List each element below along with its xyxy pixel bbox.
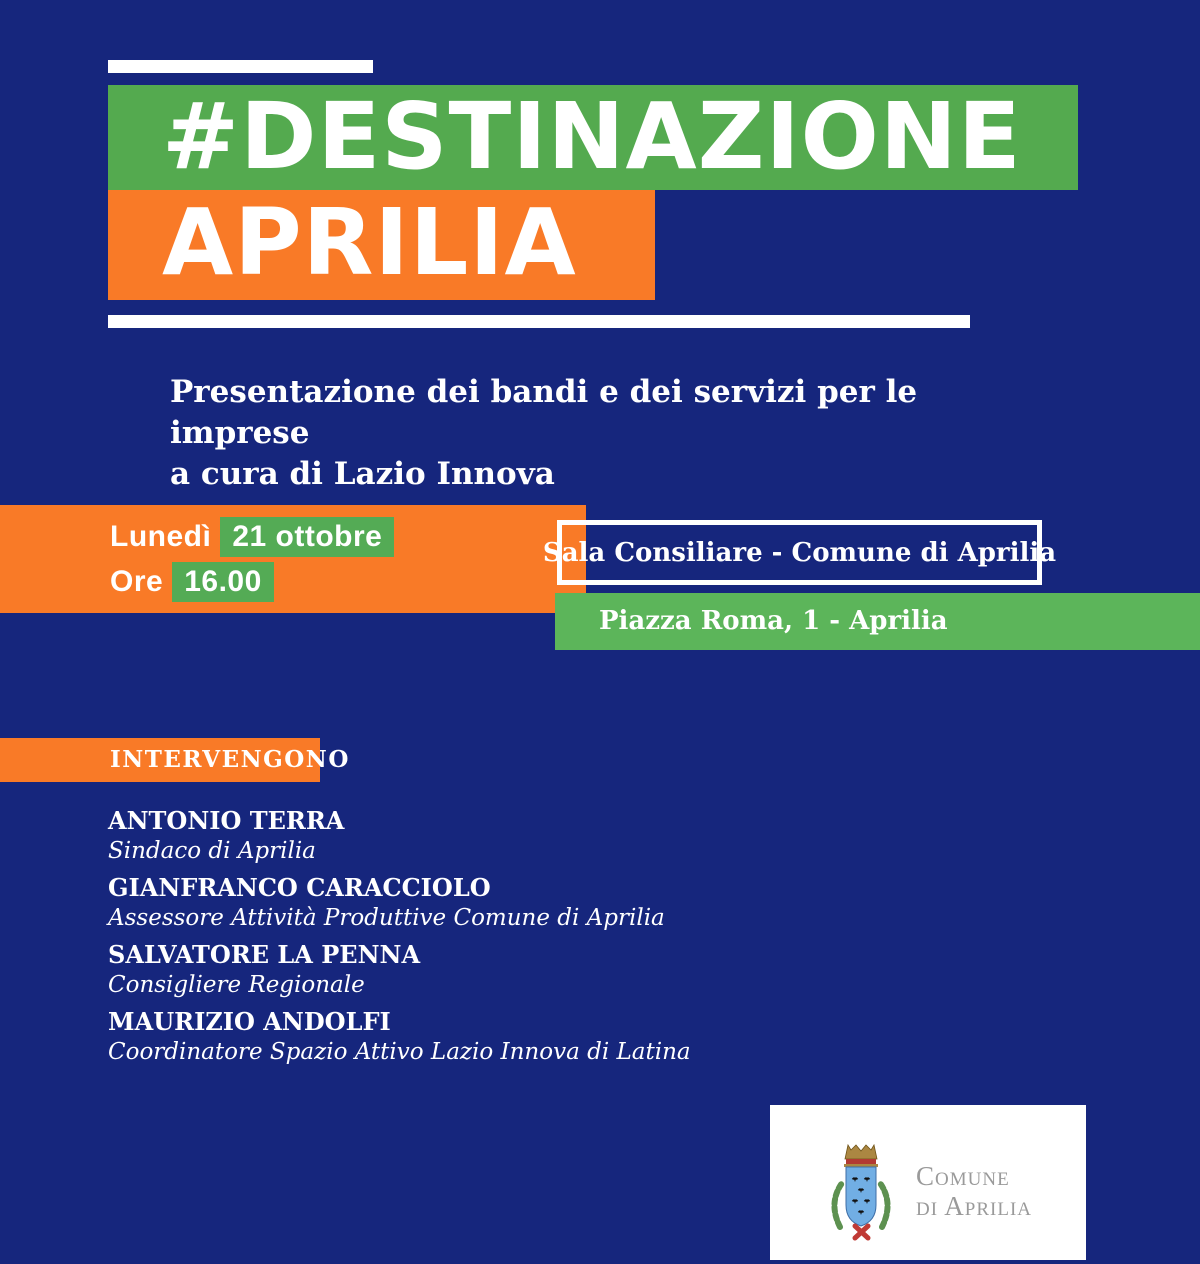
address-bar [555, 593, 1200, 650]
speaker-name: ANTONIO TERRA [108, 806, 345, 835]
speaker-role: Consigliere Regionale [108, 972, 365, 998]
speaker-name: MAURIZIO ANDOLFI [108, 1007, 391, 1036]
venue-label: Sala Consiliare - Comune di Aprilia [542, 537, 1057, 568]
subtitle-line-2: a cura di Lazio Innova [170, 456, 555, 492]
logo-org-line-2: di Aprilia [916, 1191, 1033, 1221]
time-row [110, 562, 586, 602]
speaker-role: Sindaco di Aprilia [108, 838, 316, 864]
title-block-orange [108, 190, 655, 300]
speaker-role: Coordinatore Spazio Attivo Lazio Innova di Latina [108, 1039, 691, 1065]
date-highlight: 21 ottobre [220, 517, 394, 557]
speaker-entry [108, 806, 1008, 866]
subtitle [170, 372, 1030, 495]
speaker-role: Assessore Attività Produttive Comune di Aprilia [108, 905, 665, 931]
speakers-heading-bar [0, 738, 350, 782]
event-datetime-bar [0, 505, 586, 613]
day-label: Lunedì [110, 519, 212, 553]
title-line-1: #DESTINAZIONE [162, 83, 1022, 190]
title-line-2: APRILIA [162, 189, 577, 296]
speakers-heading: INTERVENGONO [110, 746, 350, 773]
time-label: Ore [110, 564, 164, 598]
venue-box [542, 520, 1057, 585]
date-row [110, 517, 586, 557]
speakers-list [108, 806, 1008, 1074]
speaker-name: SALVATORE LA PENNA [108, 940, 421, 969]
title-block-green [108, 85, 1078, 190]
top-accent-bar [108, 60, 373, 73]
logo-org-name [916, 1161, 1032, 1221]
address-label: Piazza Roma, 1 - Aprilia [599, 606, 948, 636]
time-highlight: 16.00 [172, 562, 274, 602]
speaker-entry [108, 873, 1008, 933]
speaker-entry [108, 940, 1008, 1000]
subtitle-line-1: Presentazione dei bandi e dei servizi per le imprese [170, 374, 918, 451]
logo-card [770, 1105, 1086, 1260]
logo-org-line-1: Comune [916, 1161, 1010, 1191]
speaker-entry [108, 1007, 1008, 1067]
bottom-accent-bar [108, 315, 970, 328]
aprilia-coat-of-arms-icon [822, 1139, 904, 1243]
speaker-name: GIANFRANCO CARACCIOLO [108, 873, 491, 902]
